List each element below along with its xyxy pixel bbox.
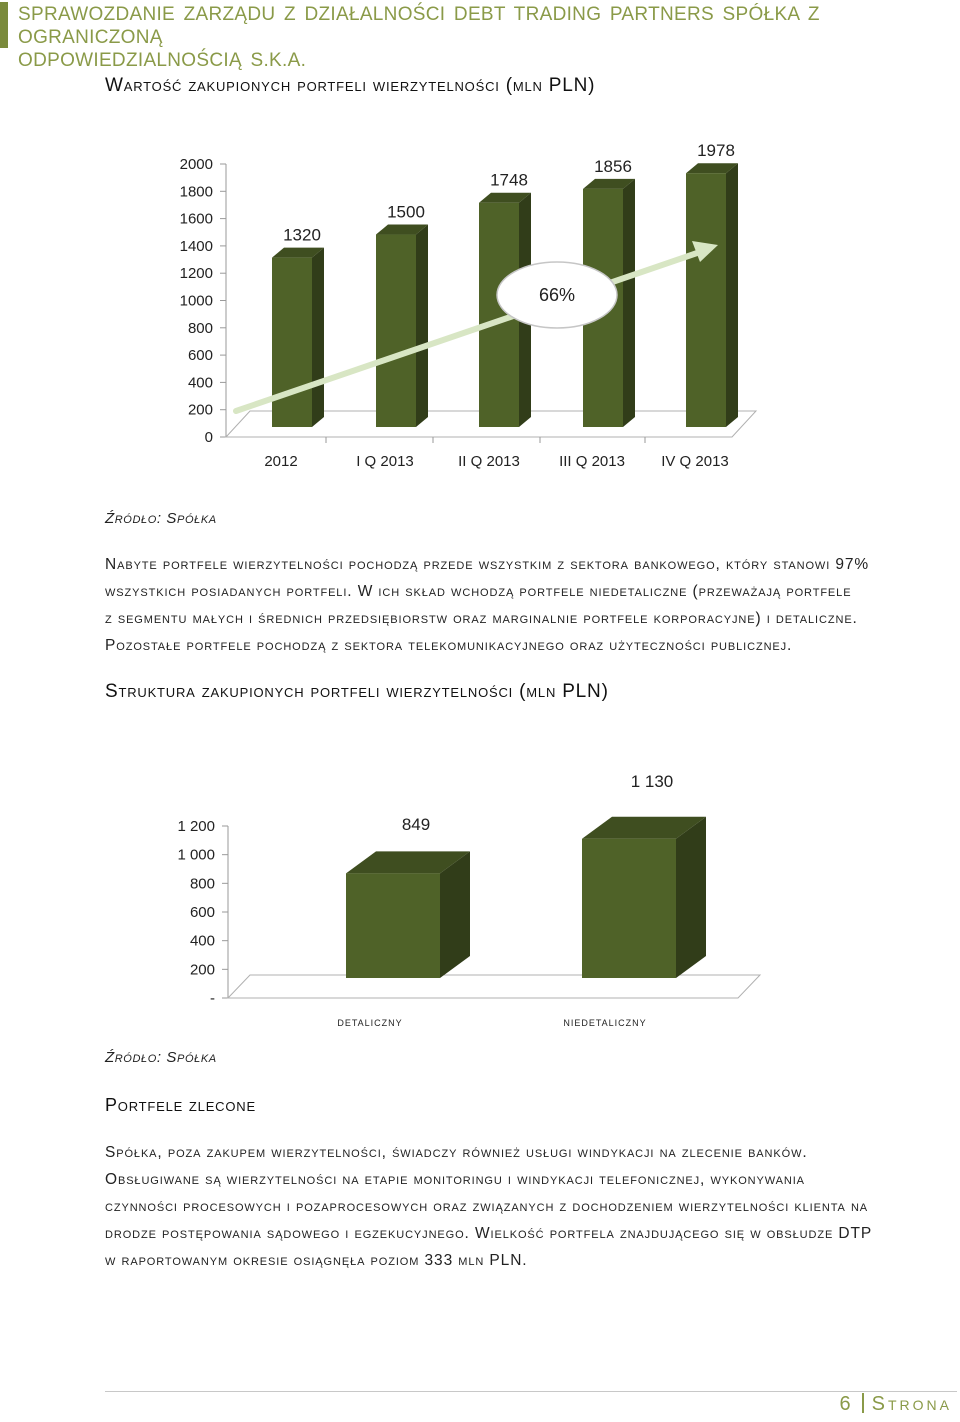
paragraph-line: czynności procesowych i pozaprocesowych oraz związanych z dochodzeniem wierzytelności klienta na (105, 1198, 869, 1215)
bar-data-label: 1856 (594, 156, 632, 176)
header-line-1: SPRAWOZDANIE ZARZĄDU Z DZIAŁALNOŚCI DEBT TRADING PARTNERS SPÓŁKA Z OGRANICZONĄ (18, 4, 820, 48)
y-tick-label: 1 200 (177, 818, 215, 835)
footer-rule (105, 1391, 957, 1392)
section-title-commissioned: Portfele zlecone (105, 1095, 256, 1115)
bar-side (416, 225, 428, 427)
x-tick-label: IV Q 2013 (661, 453, 729, 470)
bar-side (312, 248, 324, 427)
bar-data-label: 1320 (283, 225, 321, 245)
chart2-source: Źródło: Spółka (105, 1049, 217, 1066)
paragraph-line: Nabyte portfele wierzytelności pochodzą przede wszystkim z sektora bankowego, który stanowi 97% (105, 556, 870, 573)
bar-side (676, 817, 706, 978)
bar-side (726, 163, 738, 427)
page-label: Strona (871, 1393, 952, 1415)
y-tick-label: 1800 (179, 183, 213, 201)
x-tick-label: 2012 (264, 453, 298, 470)
annotation-label: 66% (538, 285, 576, 305)
paragraph-line: Obsługiwane są wierzytelności na etapie monitoringu i windykacji telefonicznej, wykonywania (105, 1171, 805, 1188)
bar-data-label: 1978 (697, 141, 735, 161)
bar-data-label: 1748 (490, 170, 528, 190)
y-tick-label: 1200 (179, 265, 213, 283)
chart-floor (228, 975, 760, 998)
bar-side (440, 851, 470, 978)
y-tick-label: 600 (189, 904, 215, 921)
y-tick-label: 0 (204, 429, 213, 446)
chart-portfolio-structure (0, 760, 960, 1040)
paragraph-line: wszystkich posiadanych portfeli. W ich skład wchodzą portfele niedetaliczne (przeważają portfele (105, 583, 852, 600)
chart1-source: Źródło: Spółka (105, 510, 217, 527)
chart-portfolio-value (0, 110, 960, 480)
bar (686, 173, 726, 427)
y-tick-label: 400 (187, 374, 213, 392)
y-tick-label: 1400 (179, 237, 213, 255)
paragraph-line: z segmentu małych i średnich przedsiębiorstw oraz marginalnie portfele korporacyjne) i detaliczne. (105, 610, 858, 627)
y-tick-label: 2000 (179, 156, 213, 173)
y-tick-label: 600 (187, 347, 213, 365)
paragraph-portfolio-origin (105, 551, 957, 659)
paragraph-line: drodze postępowania sądowego i egzekucyjnego. Wielkość portfela znajdującego się w obsłudze DTP (105, 1225, 873, 1242)
bar (376, 235, 416, 427)
y-tick-label: 200 (187, 401, 213, 419)
y-tick-label: 1 000 (177, 846, 215, 864)
paragraph-line: w raportowanym okresie osiągnęła poziom 333 mln PLN. (105, 1252, 528, 1269)
y-tick-label: 800 (189, 875, 215, 893)
y-tick-label: 400 (189, 932, 215, 950)
x-tick-label: I Q 2013 (356, 453, 414, 470)
x-tick-label: III Q 2013 (559, 453, 625, 470)
y-tick-label: - (210, 990, 215, 1007)
chart1-title: Wartość zakupionych portfeli wierzytelności (mln PLN) (105, 75, 596, 96)
y-tick-label: 200 (189, 961, 215, 979)
footer-separator (862, 1393, 864, 1413)
document-header (18, 3, 953, 72)
paragraph-commissioned (105, 1139, 957, 1274)
bar-data-label: 1 130 (630, 772, 674, 791)
paragraph-line: Spółka, poza zakupem wierzytelności, świadczy również usługi windykacji na zlecenie banków. (105, 1144, 808, 1161)
y-tick-label: 1600 (179, 210, 213, 228)
bar-side (623, 179, 635, 427)
x-tick-label: detaliczny (337, 1014, 403, 1029)
bar (272, 258, 312, 427)
bar-data-label: 849 (401, 815, 431, 834)
page-footer (840, 1393, 952, 1416)
header-line-2: ODPOWIEDZIALNOŚCIĄ S.K.A. (18, 50, 307, 71)
chart2-title: Struktura zakupionych portfeli wierzytelności (mln PLN) (105, 681, 609, 702)
bar (346, 873, 440, 978)
paragraph-line: Pozostałe portfele pochodzą z sektora telekomunikacyjnego oraz użyteczności publicznej. (105, 637, 793, 654)
page-number: 6 (839, 1393, 854, 1415)
header-accent-bar (0, 2, 8, 48)
x-tick-label: niedetaliczny (563, 1014, 647, 1029)
x-tick-label: II Q 2013 (458, 453, 520, 470)
y-tick-label: 1000 (179, 292, 213, 310)
bar-data-label: 1500 (387, 202, 425, 222)
y-tick-label: 800 (187, 319, 213, 337)
bar (582, 839, 676, 978)
